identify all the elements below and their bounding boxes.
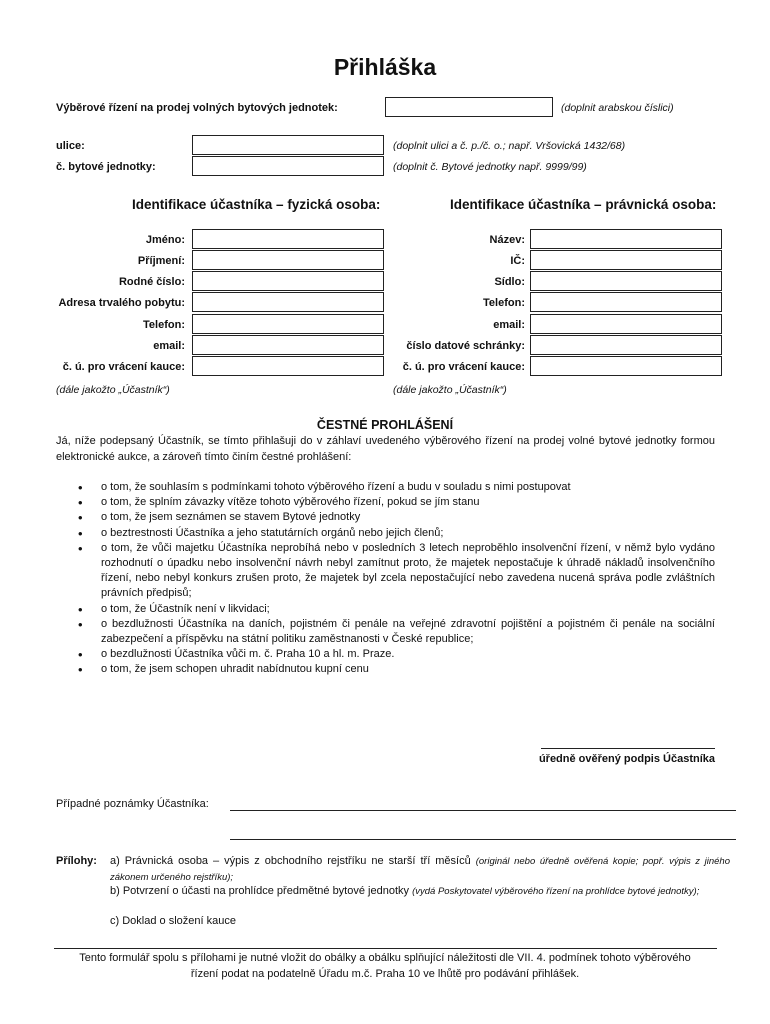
person-birth-number-field[interactable] bbox=[192, 271, 384, 291]
person-phone-field[interactable] bbox=[192, 314, 384, 334]
company-databox-field[interactable] bbox=[530, 335, 722, 355]
company-label-id: IČ: bbox=[510, 255, 525, 267]
company-id-field[interactable] bbox=[530, 250, 722, 270]
declaration-item: • o beztrestnosti Účastníka a jeho statutárních orgánů nebo jejich členů; bbox=[78, 526, 715, 541]
company-name-field[interactable] bbox=[530, 229, 722, 249]
attachments-label: Přílohy: bbox=[56, 855, 97, 867]
declaration-item: • o tom, že vůči majetku Účastníka neprobíhá nebo v posledních 3 letech neproběhlo insolvenční řízení, v němž bylo vydáno rozhodnutí o úpadku nebo insolvenční návrh nebyl zamítnut proto, že majetek nepostačuje k úhradě nákladů insolvenčního řízení, nebo nebyl konkurs zrušen proto, že majetek byl zcela nepostačující nebo zavedena nucená správa podle zvláštních právních předpisů; bbox=[78, 541, 715, 602]
notes-label: Případné poznámky Účastníka: bbox=[56, 798, 209, 810]
company-phone-field[interactable] bbox=[530, 292, 722, 312]
tender-label: Výběrové řízení na prodej volných bytových jednotek: bbox=[56, 102, 338, 114]
person-name-field[interactable] bbox=[192, 229, 384, 249]
company-label-phone: Telefon: bbox=[483, 297, 525, 309]
person-footer: (dále jakožto „Účastník“) bbox=[56, 384, 170, 396]
attachment-a-text: a) Právnická osoba – výpis z obchodního rejstříku ne starší tří měsíců bbox=[110, 855, 471, 867]
notes-line-2[interactable] bbox=[230, 839, 736, 840]
person-label-email: email: bbox=[153, 340, 185, 352]
street-note: (doplnit ulici a č. p./č. o.; např. Vršovická 1432/68) bbox=[393, 140, 626, 152]
attachment-c: c) Doklad o složení kauce bbox=[110, 915, 236, 927]
street-field[interactable] bbox=[192, 135, 384, 155]
page-title: Přihláška bbox=[333, 54, 437, 80]
company-label-name: Název: bbox=[489, 234, 525, 246]
unit-label: č. bytové jednotky: bbox=[56, 161, 156, 173]
tender-note: (doplnit arabskou číslici) bbox=[561, 102, 674, 114]
declaration-item: • o tom, že splním závazky vítěze tohoto výběrového řízení, pokud se jím stanu bbox=[78, 495, 715, 510]
declaration-intro: Já, níže podepsaný Účastník, se tímto přihlašuji do v záhlaví uvedeného výběrového řízení na prodej volné bytové jednotky formou elektronické aukce, a zároveň tímto činím čestné prohlášení: bbox=[56, 435, 715, 463]
declaration-item: • o bezdlužnosti Účastníka na daních, pojistném či penále na veřejné zdravotní pojištění a pojistném či penále na sociální zabezpečení a příspěvku na státní politiku zaměstnanosti v České republice; bbox=[78, 617, 715, 647]
company-label-seat: Sídlo: bbox=[494, 276, 525, 288]
company-label-account: č. ú. pro vrácení kauce: bbox=[402, 361, 525, 373]
person-email-field[interactable] bbox=[192, 335, 384, 355]
tender-number-field[interactable] bbox=[385, 97, 553, 117]
person-label-name: Jméno: bbox=[145, 234, 185, 246]
declaration-list bbox=[78, 480, 715, 678]
person-address-field[interactable] bbox=[192, 292, 384, 312]
person-label-phone: Telefon: bbox=[143, 319, 185, 331]
declaration-item: • o tom, že souhlasím s podmínkami tohoto výběrového řízení a budu v souladu s nimi postupovat bbox=[78, 480, 715, 495]
person-label-birth-number: Rodné číslo: bbox=[118, 276, 185, 288]
person-label-account: č. ú. pro vrácení kauce: bbox=[62, 361, 185, 373]
notes-line-1[interactable] bbox=[230, 810, 736, 811]
declaration-heading: ČESTNÉ PROHLÁŠENÍ bbox=[316, 418, 454, 432]
declaration-item: • o tom, že jsem schopen uhradit nabídnutou kupní cenu bbox=[78, 662, 715, 677]
footer-divider bbox=[54, 948, 717, 949]
person-label-surname: Příjmení: bbox=[137, 255, 185, 267]
street-label: ulice: bbox=[56, 140, 85, 152]
attachment-a bbox=[110, 854, 730, 885]
unit-field[interactable] bbox=[192, 156, 384, 176]
company-email-field[interactable] bbox=[530, 314, 722, 334]
person-account-field[interactable] bbox=[192, 356, 384, 376]
person-heading: Identifikace účastníka – fyzická osoba: bbox=[132, 197, 381, 212]
attachment-a-note: (originál nebo úředně ověřená kopie; popř. výpis z jiného zákonem určeného rejstříku); bbox=[110, 856, 730, 883]
signature-label: úředně ověřený podpis Účastníka bbox=[538, 753, 715, 765]
attachment-b-note: (vydá Poskytovatel výběrového řízení na prohlídce bytové jednotky); bbox=[412, 886, 700, 897]
company-label-databox: číslo datové schránky: bbox=[406, 340, 525, 352]
company-label-email: email: bbox=[493, 319, 525, 331]
company-seat-field[interactable] bbox=[530, 271, 722, 291]
signature-line[interactable] bbox=[541, 748, 715, 749]
declaration-item: • o bezdlužnosti Účastníka vůči m. č. Praha 10 a hl. m. Praze. bbox=[78, 647, 715, 662]
declaration-item: • o tom, že Účastník není v likvidaci; bbox=[78, 602, 715, 617]
footer-text: Tento formulář spolu s přílohami je nutné vložit do obálky a obálku splňující náležitosti dle VII. 4. podmínek tohoto výběrového řízení podat na podatelně Úřadu m.č. Praha 10 ve lhůtě pro podávání přihlášek. bbox=[79, 952, 691, 980]
person-label-address: Adresa trvalého pobytu: bbox=[58, 297, 185, 309]
company-account-field[interactable] bbox=[530, 356, 722, 376]
person-surname-field[interactable] bbox=[192, 250, 384, 270]
unit-note: (doplnit č. Bytové jednotky např. 9999/99) bbox=[393, 161, 587, 173]
attachment-b bbox=[110, 884, 730, 900]
attachment-b-text: b) Potvrzení o účasti na prohlídce předmětné bytové jednotky bbox=[110, 885, 410, 897]
company-footer: (dále jakožto „Účastník“) bbox=[393, 384, 507, 396]
company-heading: Identifikace účastníka – právnická osoba: bbox=[450, 197, 717, 212]
declaration-item: • o tom, že jsem seznámen se stavem Bytové jednotky bbox=[78, 510, 715, 525]
